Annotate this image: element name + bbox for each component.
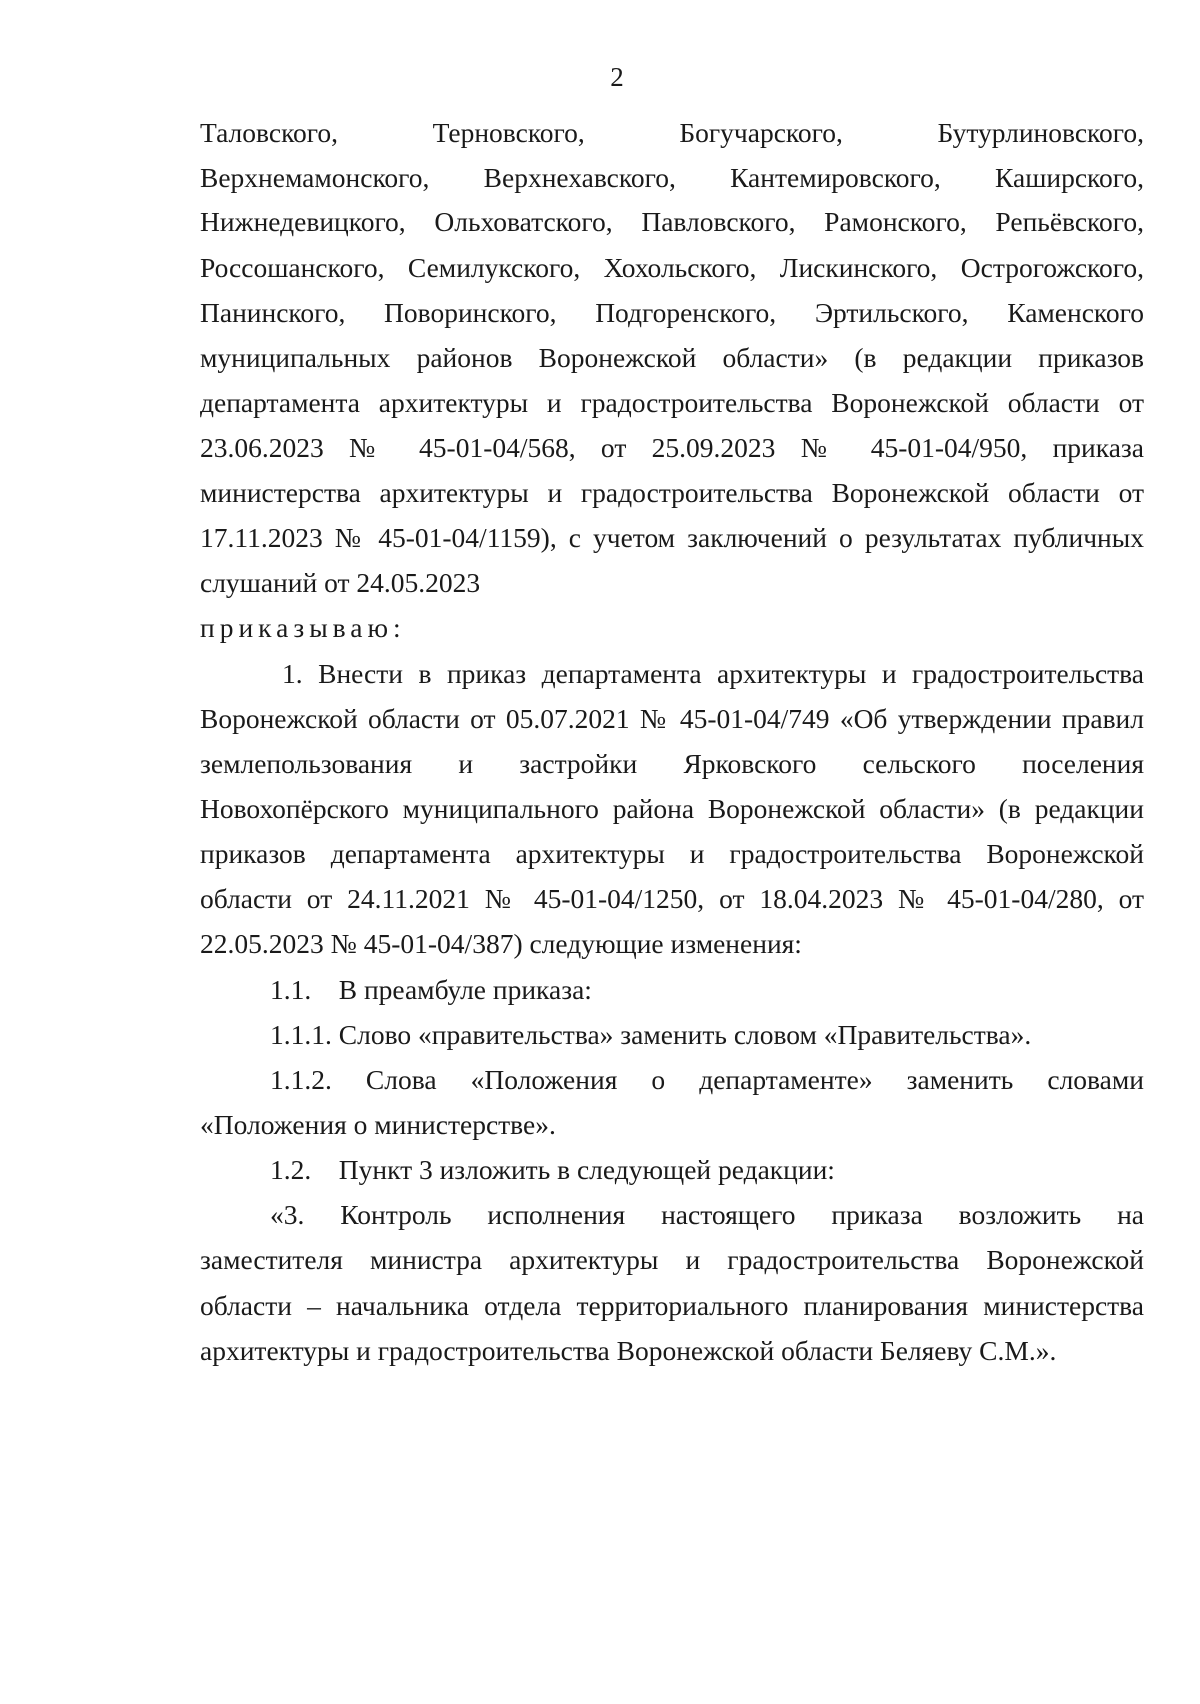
item-1-1-2: 1.1.2. Слова «Положения о департаменте» заменить словами — [270, 1064, 1144, 1095]
text-line: заместителя министра архитектуры и градостроительства Воронежской — [200, 1244, 1144, 1275]
quoted-item-3: «3. Контроль исполнения настоящего приказа возложить на — [270, 1199, 1144, 1230]
text-line: приказов департамента архитектуры и градостроительства Воронежской — [200, 838, 1144, 869]
text-line: Россошанского, Семилукского, Хохольского, Лискинского, Острогожского, — [200, 252, 1144, 283]
text-line: слушаний от 24.05.2023 — [200, 567, 481, 598]
text-line: 17.11.2023 № 45-01-04/1159), с учетом заключений о результатах публичных — [200, 522, 1144, 553]
text-line: муниципальных районов Воронежской области» (в редакции приказов — [200, 342, 1144, 373]
text-line: архитектуры и градостроительства Воронежской области Беляеву С.М.». — [200, 1335, 1057, 1366]
text-line: землепользования и застройки Ярковского сельского поселения — [200, 748, 1144, 779]
text-line: «Положения о министерстве». — [200, 1109, 556, 1140]
text-line: департамента архитектуры и градостроительства Воронежской области от — [200, 387, 1144, 418]
decree-word: приказываю: — [200, 612, 406, 643]
text-line: области от 24.11.2021 № 45-01-04/1250, от 18.04.2023 № 45-01-04/280, от — [200, 883, 1144, 914]
text-line: 23.06.2023 № 45-01-04/568, от 25.09.2023 № 45-01-04/950, приказа — [200, 432, 1144, 463]
text-line: Верхнемамонского, Верхнехавского, Кантемировского, Каширского, — [200, 162, 1144, 193]
text-line: области – начальника отдела территориального планирования министерства — [200, 1290, 1144, 1321]
item-1-2: 1.2. Пункт 3 изложить в следующей редакции: — [270, 1154, 835, 1185]
text-line: Панинского, Поворинского, Подгоренского, Эртильского, Каменского — [200, 297, 1144, 328]
text-line: 22.05.2023 № 45-01-04/387) следующие изменения: — [200, 928, 802, 959]
text-line: Воронежской области от 05.07.2021 № 45-01-04/749 «Об утверждении правил — [200, 703, 1144, 734]
paragraph-1-first-line: 1. Внести в приказ департамента архитектуры и градостроительства — [282, 658, 1144, 689]
item-1-1-1: 1.1.1. Слово «правительства» заменить словом «Правительства». — [270, 1019, 1032, 1050]
text-line: министерства архитектуры и градостроительства Воронежской области от — [200, 477, 1144, 508]
item-1-1: 1.1. В преамбуле приказа: — [270, 974, 592, 1005]
text-line: Таловского, Терновского, Богучарского, Бутурлиновского, — [200, 117, 1144, 148]
text-line: Нижнедевицкого, Ольховатского, Павловского, Рамонского, Репьёвского, — [200, 206, 1144, 237]
page-number: 2 — [610, 62, 624, 92]
text-line: Новохопёрского муниципального района Воронежской области» (в редакции — [200, 793, 1144, 824]
